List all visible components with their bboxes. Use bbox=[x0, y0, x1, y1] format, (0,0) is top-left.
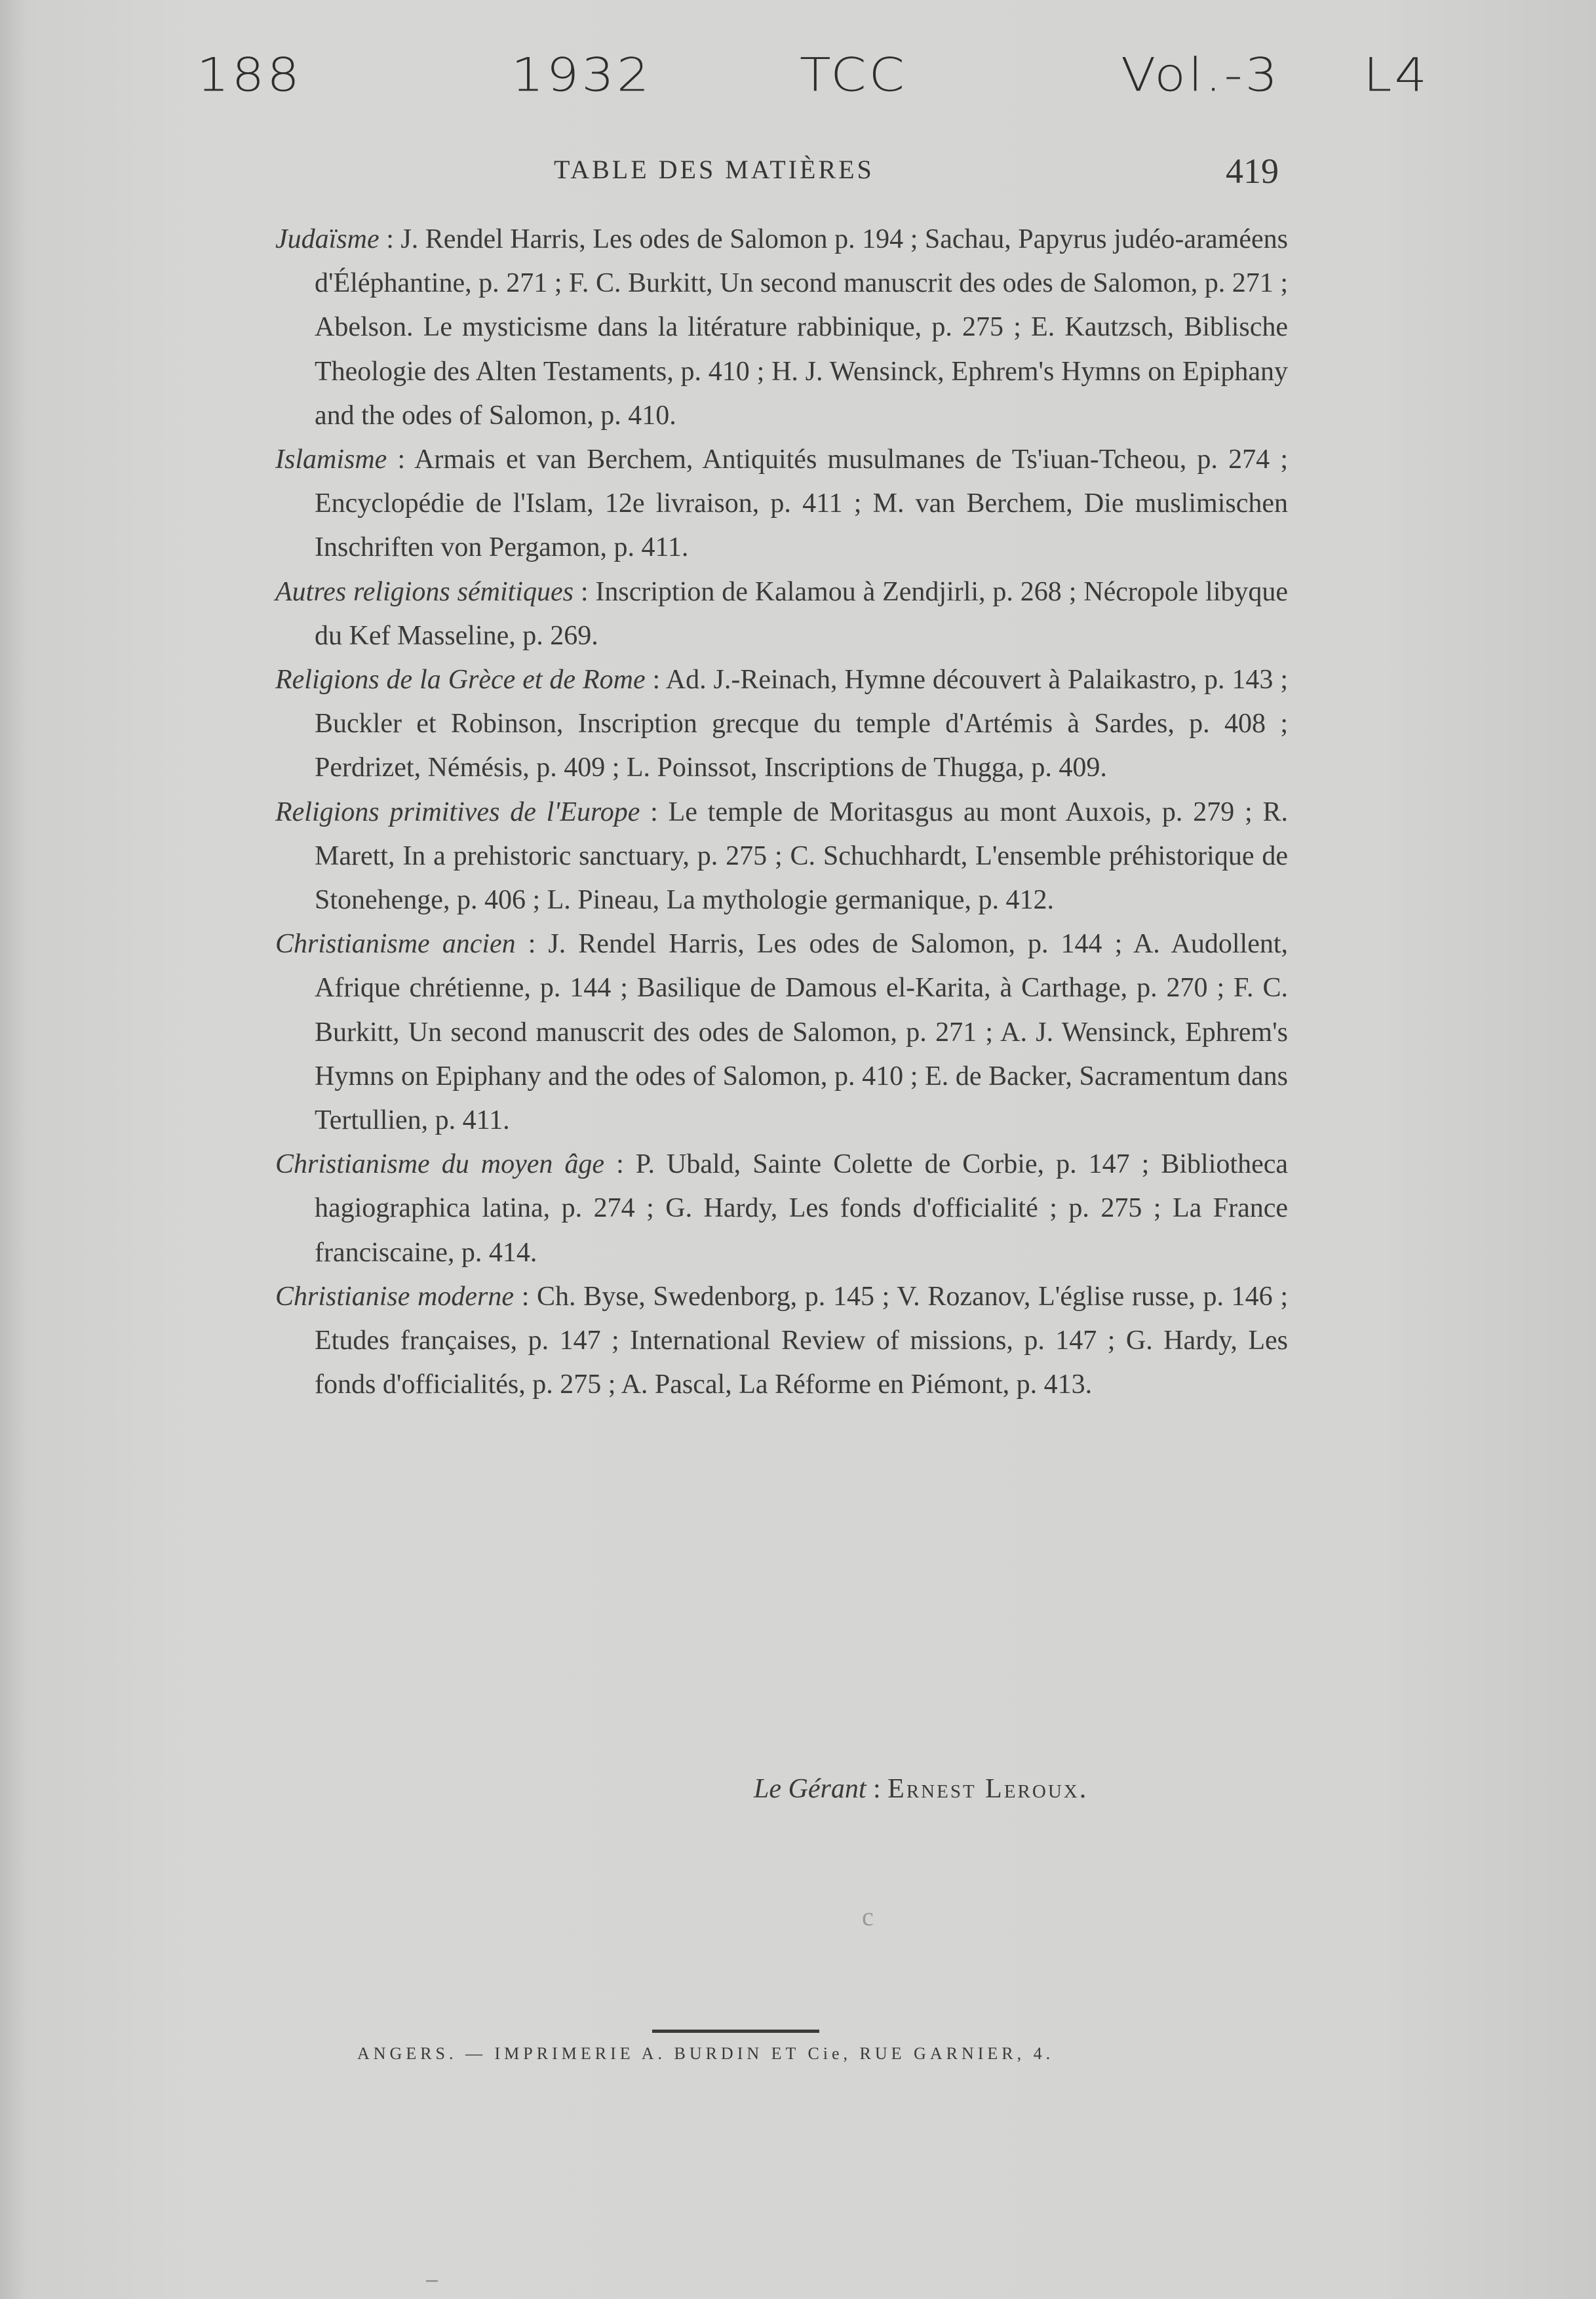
toc-category: Autres religions sémitiques bbox=[275, 576, 574, 607]
signature-name: Ernest Leroux. bbox=[887, 1774, 1089, 1804]
toc-category: Islamisme bbox=[275, 444, 387, 475]
toc-entry-text: : Ch. Byse, Swedenborg, p. 145 ; V. Rozanov, L'église russe, p. 146 ; Etudes françaises, p. 147 ; International Review of missions, p. 147 ; G. Hardy, Les fonds d'officialités, p. 275 ; A. Pascal, La Réforme en Piémont, p. 413. bbox=[315, 1281, 1288, 1400]
scan-tick-mark bbox=[426, 2280, 438, 2282]
toc-entry-judaisme bbox=[275, 218, 1288, 438]
toc-entry-text: : Le temple de Moritasgus au mont Auxois, p. 279 ; R. Marett, In a prehistoric sanctuary, p. 275 ; C. Schuchhardt, L'ensemble préhistorique de Stonehenge, p. 406 ; L. Pineau, La mythologie germanique, p. 412. bbox=[315, 796, 1288, 916]
handwritten-shelfmark-1: 188 bbox=[197, 49, 302, 102]
signature-label: Le Gérant bbox=[754, 1774, 866, 1804]
toc-entry-text: : Armais et van Berchem, Antiquités musulmanes de Ts'iuan-Tcheou, p. 274 ; Encyclopédie de l'Islam, 12e livraison, p. 411 ; M. van Berchem, Die muslimischen Inschriften von Pergamon, p. 411. bbox=[315, 444, 1288, 563]
toc-entry-christianisme-ancien bbox=[275, 922, 1288, 1143]
publisher-signature bbox=[754, 1773, 1088, 1805]
toc-entry-text: : J. Rendel Harris, Les odes de Salomon p. 194 ; Sachau, Papyrus judéo-araméens d'Éléphantine, p. 271 ; F. C. Burkitt, Un second manuscrit des odes de Salomon, p. 271 ; Abelson. Le mysticisme dans la litérature rabbinique, p. 275 ; E. Kautzsch, Biblische Theologie des Alten Testaments, p. 410 ; H. J. Wensinck, Ephrem's Hymns on Epiphany and the odes of Salomon, p. 410. bbox=[315, 224, 1288, 431]
signature-separator: : bbox=[866, 1774, 888, 1804]
toc-entry-text: : P. Ubald, Sainte Colette de Corbie, p. 147 ; Bibliotheca hagiographica latina, p. 274 ; G. Hardy, Les fonds d'officialité ; p. 275 ; La France franciscaine, p. 414. bbox=[315, 1149, 1288, 1268]
handwritten-shelfmark-2: 1932 bbox=[511, 49, 652, 102]
running-head-title: TABLE DES MATIÈRES bbox=[554, 155, 874, 184]
toc-category: Christianisme ancien bbox=[275, 929, 516, 960]
toc-category: Christianise moderne bbox=[275, 1281, 515, 1312]
toc-entry-religions-primitives bbox=[275, 791, 1288, 923]
toc-entry-text: : J. Rendel Harris, Les odes de Salomon, p. 144 ; A. Audollent, Afrique chrétienne, p. 144 ; Basilique de Damous el-Karita, à Carthage, p. 270 ; F. C. Burkitt, Un second manuscrit des odes de Salomon, p. 271 ; A. J. Wensinck, Ephrem's Hymns on Epiphany and the odes of Salomon, p. 410 ; E. de Backer, Sacramentum dans Tertullien, p. 411. bbox=[315, 929, 1288, 1136]
stray-mark: c bbox=[862, 1902, 874, 1931]
toc-category: Judaïsme bbox=[275, 224, 380, 254]
table-of-contents bbox=[275, 218, 1288, 1407]
toc-entry-christianisme-moyen-age bbox=[275, 1143, 1288, 1275]
printer-imprint: ANGERS. — IMPRIMERIE A. BURDIN ET Cie, RUE GARNIER, 4. bbox=[357, 2044, 1055, 2063]
toc-entry-christianisme-moderne bbox=[275, 1275, 1288, 1407]
page-number: 419 bbox=[1226, 151, 1279, 191]
toc-category: Religions primitives de l'Europe bbox=[275, 796, 640, 827]
toc-entry-islamisme bbox=[275, 438, 1288, 570]
toc-category: Religions de la Grèce et de Rome bbox=[275, 665, 646, 696]
toc-category: Christianisme du moyen âge bbox=[275, 1149, 605, 1180]
toc-entry-text: : Inscription de Kalamou à Zendjirli, p. 268 ; Nécropole libyque du Kef Masseline, p. 269. bbox=[315, 576, 1289, 651]
toc-entry-text: : Ad. J.-Reinach, Hymne découvert à Palaikastro, p. 143 ; Buckler et Robinson, Inscription grecque du temple d'Artémis à Sardes, p. 408 ; Perdrizet, Némésis, p. 409 ; L. Poinssot, Inscriptions de Thugga, p. 409. bbox=[315, 665, 1288, 783]
handwritten-shelfmark-5: L4 bbox=[1363, 49, 1430, 102]
toc-entry-grece-rome bbox=[275, 658, 1288, 791]
footer-rule bbox=[652, 2030, 819, 2033]
handwritten-shelfmark-4: Vol.-3 bbox=[1121, 49, 1281, 102]
toc-entry-autres-religions-semitiques bbox=[275, 570, 1288, 658]
handwritten-shelfmark-3: TCC bbox=[800, 49, 908, 102]
